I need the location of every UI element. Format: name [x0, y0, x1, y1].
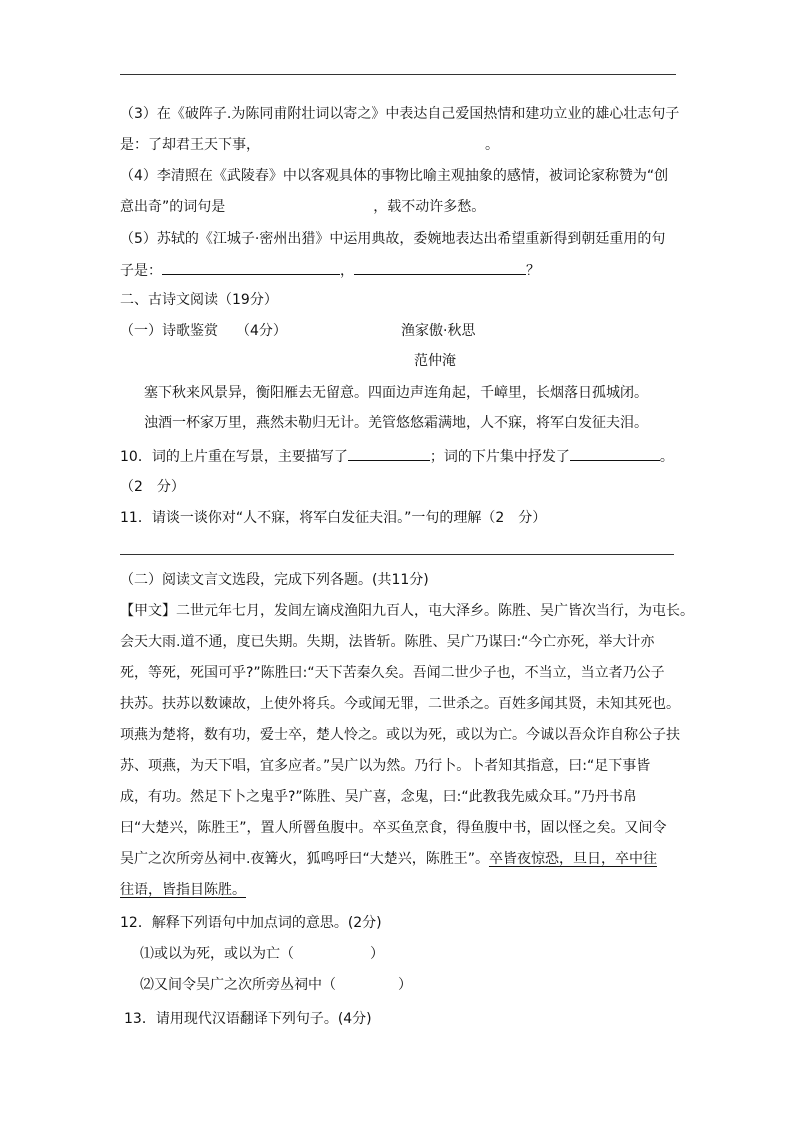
- q12-item-1: [140, 944, 384, 964]
- poem-line-1: 塞下秋来风景异，衡阳雁去无留意。四面边声连角起，千嶂里，长烟落日孤城闭。: [144, 385, 648, 401]
- poem-line-2: 浊酒一杯家万里，燕然未勒归无计。羌管悠悠霜满地，人不寐，将军白发征夫泪。: [144, 415, 648, 431]
- poem-author: 范仲淹: [414, 353, 456, 369]
- passage-line-1: 【甲文】二世元年七月，发闾左谪戍渔阳九百人，屯大泽乡。陈胜、吴广皆次当行，为屯长。: [120, 603, 694, 619]
- q3-line2-end: 。: [485, 137, 499, 153]
- q4-line2: [120, 197, 485, 217]
- q10-text-b: ；词的下片集中抒发了: [429, 449, 570, 465]
- poem-title: 渔家傲·秋思: [401, 323, 476, 339]
- q10-points: （2 分）: [120, 479, 185, 495]
- q12-item2-close: ）: [398, 977, 412, 993]
- q5-answer-blank-1[interactable]: [162, 260, 340, 275]
- q10-answer-blank-1[interactable]: [348, 446, 430, 461]
- q5-line2-sep: ，: [340, 263, 354, 279]
- q5-line2-end: ？: [526, 263, 540, 279]
- q11-text: 11．请谈一谈你对“人不寐，将军白发征夫泪。”一句的理解（2 分）: [120, 510, 547, 526]
- passage-line-10: [120, 880, 246, 900]
- top-rule: [120, 74, 676, 75]
- passage-line-4: 扶苏。扶苏以数谏故，上使外将兵。今或闻无罪，二世杀之。百姓多闻其贤，未知其死也。: [120, 696, 680, 712]
- q4-line2-suffix: ，载不动许多愁。: [373, 199, 486, 215]
- passage-line-9-text: 吴广之次所旁丛祠中.夜篝火，狐鸣呼曰“大楚兴，陈胜王”。: [120, 851, 489, 867]
- q5-line1: （5）苏轼的《江城子·密州出猎》中运用典故，委婉地表达出希望重新得到朝廷重用的句: [120, 231, 666, 247]
- q4-answer-blank[interactable]: [225, 197, 373, 211]
- q12-item1-close: ）: [370, 946, 384, 962]
- passage-line-8: 曰“大楚兴，陈胜王”，置人所罾鱼腹中。卒买鱼烹食，得鱼腹中书，固以怪之矣。又间令: [120, 820, 667, 836]
- q3-line2: [120, 135, 499, 155]
- passage-underlined-sentence-part1: 卒皆夜惊恐，旦日，卒中往: [488, 851, 657, 867]
- q10-answer-blank-2[interactable]: [570, 446, 660, 461]
- q11-answer-line[interactable]: [120, 554, 674, 555]
- sub1-heading: [120, 321, 287, 341]
- q5-answer-blank-2[interactable]: [354, 260, 526, 275]
- q3-line1: （3）在《破阵子.为陈同甫附壮词以寄之》中表达自己爱国热情和建功立业的雄心壮志句子: [120, 106, 680, 122]
- passage-underlined-sentence-part2: 往语，皆指目陈胜。: [120, 882, 246, 898]
- q12-item2-text: ⑵又间令吴广之次所旁丛祠中（: [140, 977, 336, 993]
- q10-text-end: 。: [659, 449, 674, 465]
- sub1-points: （4分）: [236, 323, 287, 339]
- q5-line2-prefix: 子是：: [120, 263, 162, 279]
- passage-line-3: 死，等死，死国可乎?”陈胜曰:“天下苦秦久矣。吾闻二世少子也，不当立，当立者乃公子: [120, 665, 665, 681]
- q12-item-2: [140, 975, 412, 995]
- q3-answer-blank[interactable]: [260, 135, 485, 149]
- passage-line-7: 成，有功。然足下卜之鬼乎?”陈胜、吴广喜，念鬼，曰:“此教我先威众耳。”乃丹书帛: [120, 789, 637, 805]
- q4-line1: （4）李清照在《武陵春》中以客观具体的事物比喻主观抽象的感情，被词论家称赞为“创: [120, 168, 669, 184]
- section2-heading: 二、古诗文阅读（19分）: [120, 292, 278, 308]
- q12-item1-blank[interactable]: [294, 944, 370, 958]
- passage-line-9: [120, 849, 657, 869]
- passage-line-6: 苏、项燕，为天下唱，宜多应者。”吴广以为然。乃行卜。卜者知其指意，曰:“足下事皆: [120, 758, 651, 774]
- q12-item1-text: ⑴或以为死，或以为亡（: [140, 946, 294, 962]
- q3-line2-prefix: 是：了却君王天下事，: [120, 137, 260, 153]
- q4-line2-prefix: 意出奇”的词句是: [120, 199, 226, 215]
- q12-text: 12．解释下列语句中加点词的意思。(2分): [120, 915, 382, 931]
- sub2-heading: （二）阅读文言文选段，完成下列各题。(共11分): [120, 572, 429, 588]
- passage-line-5: 项燕为楚将，数有功，爱士卒，楚人怜之。或以为死，或以为亡。今诚以吾众诈自称公子扶: [120, 727, 680, 743]
- passage-line-2: 会天大雨.道不通，度已失期。失期，法皆斩。陈胜、吴广乃谋曰:“今亡亦死，举大计亦: [120, 634, 655, 650]
- q12-item2-blank[interactable]: [336, 975, 398, 989]
- q10-text-a: 10．词的上片重在写景，主要描写了: [120, 449, 348, 465]
- q5-line2: [120, 260, 540, 281]
- q10-line: [120, 446, 674, 467]
- sub1-label: （一）诗歌鉴赏: [120, 323, 218, 339]
- q13-text: 13．请用现代汉语翻译下列句子。(4分): [124, 1011, 372, 1027]
